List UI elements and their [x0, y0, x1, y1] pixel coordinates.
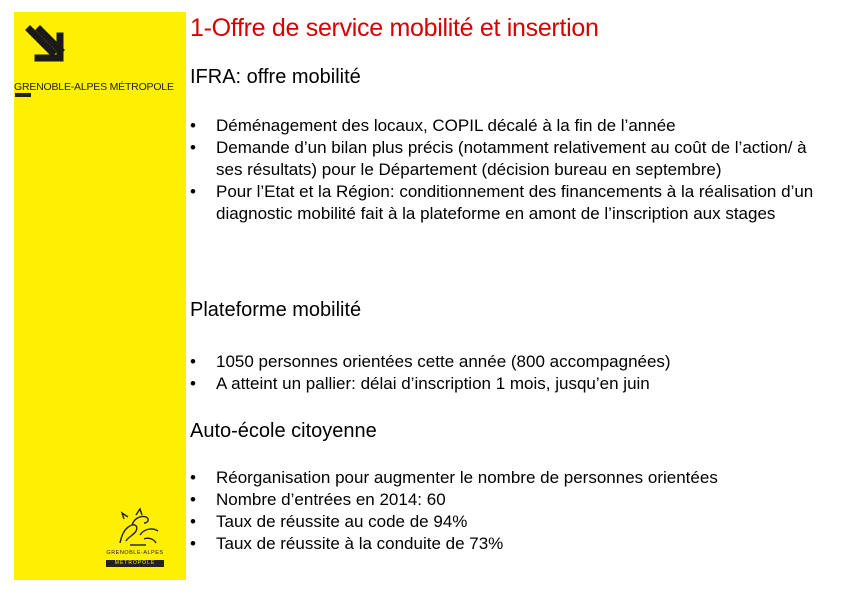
list-item: • Taux de réussite à la conduite de 73% — [190, 533, 830, 555]
section-heading-ifra: IFRA: offre mobilité — [190, 66, 361, 88]
arrow-logo-icon — [14, 12, 74, 72]
brand-underline — [15, 93, 31, 97]
slide-title: 1-Offre de service mobilité et insertion — [190, 14, 599, 42]
list-item: • Déménagement des locaux, COPIL décalé à la fin de l’année — [190, 115, 830, 137]
list-item: • Réorganisation pour augmenter le nombre de personnes orientées — [190, 467, 830, 489]
list-item: • A atteint un pallier: délai d’inscription 1 mois, jusqu’en juin — [190, 373, 830, 395]
emblem-subtext: MÉTROPOLE — [106, 560, 164, 567]
auto-ecole-list — [190, 467, 830, 555]
brand-sidebar — [14, 12, 186, 580]
list-item: • 1050 personnes orientées cette année (800 accompagnées) — [190, 351, 830, 373]
brand-name: GRENOBLE-ALPES MÉTROPOLE — [14, 81, 174, 93]
emblem-text: GRENOBLE-ALPES — [106, 550, 164, 556]
plateforme-list — [190, 351, 830, 395]
list-item: • Pour l’Etat et la Région: conditionnement des financements à la réalisation d’un diagnostic mobilité fait à la plateforme en amont de l’inscription aux stages — [190, 181, 830, 225]
list-item: • Nombre d’entrées en 2014: 60 — [190, 489, 830, 511]
list-item: • Taux de réussite au code de 94% — [190, 511, 830, 533]
list-item: • Demande d’un bilan plus précis (notamment relativement au coût de l’action/ à ses résultats) pour le Département (décision bureau en septembre) — [190, 137, 830, 181]
metropole-emblem-icon — [100, 505, 170, 550]
ifra-list — [190, 115, 830, 225]
section-heading-plateforme: Plateforme mobilité — [190, 299, 362, 321]
section-heading-auto-ecole: Auto-école citoyenne — [190, 420, 377, 442]
